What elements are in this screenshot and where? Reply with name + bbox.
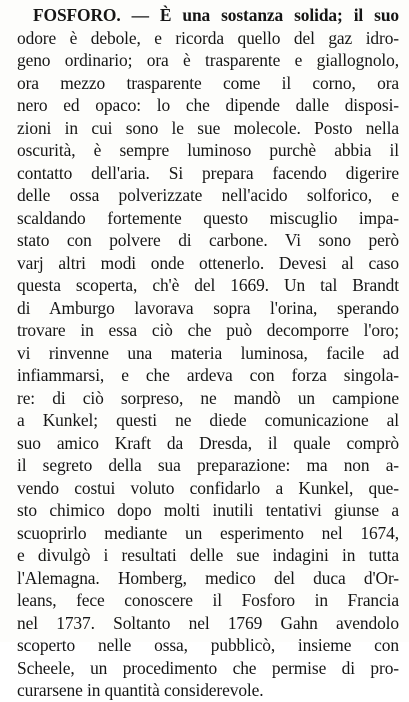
text-line-content: — È una sostanza solida; il suo xyxy=(120,5,399,25)
text-line: curarsene in quantità considerevole. xyxy=(17,680,264,700)
text-line: suo amico Kraft da Dresda, il quale comprò xyxy=(17,432,399,453)
text-line: vendo costui voluto confidarlo a Kunkel, que- xyxy=(17,477,399,498)
text-line: nero ed opaco: lo che dipende dalle disposi- xyxy=(17,95,399,115)
text-line: delle ossa polverizzate nell'acido solforico, e xyxy=(17,185,399,205)
text-line: e divulgò i resultati delle sue indagini in tutta xyxy=(17,545,399,565)
entry-heading: FOSFORO. xyxy=(33,5,121,25)
text-line: re: di ciò sorpreso, ne mandò un campione xyxy=(17,387,399,408)
text-line: varj altri modi onde ottenerlo. Devesi al caso xyxy=(17,252,399,273)
text-line: questa scoperta, ch'è del 1669. Un tal Brandt xyxy=(17,275,399,295)
text-line: scuoprirlo mediante un esperimento nel 1674, xyxy=(17,522,399,543)
text-line: nel 1737. Soltanto nel 1769 Gahn avendolo xyxy=(17,612,399,633)
text-line: vi rinvenne una materia luminosa, facile ad xyxy=(17,342,399,363)
text-line: zioni in cui sono le sue molecole. Posto nella xyxy=(17,117,399,138)
text-line: stato con polvere di carbone. Vi sono però xyxy=(17,230,399,250)
text-line: sto chimico dopo molti inutili tentativi giunse a xyxy=(17,500,399,520)
text-line: contatto dell'aria. Si prepara facendo digerire xyxy=(17,162,399,183)
text-line: l'Alemagna. Homberg, medico del duca d'Or- xyxy=(17,567,399,588)
text-line: trovare in essa ciò che può decomporre l'oro; xyxy=(17,320,399,340)
article-body xyxy=(17,4,399,702)
text-line: leans, fece conoscere il Fosforo in Francia xyxy=(17,590,399,610)
text-line: Scheele, un procedimento che permise di pro- xyxy=(17,657,399,678)
text-line: il segreto della sua preparazione: ma non a- xyxy=(17,455,399,475)
text-line: oscurità, è sempre luminoso purchè abbia il xyxy=(17,140,399,160)
text-line: scaldando fortemente questo miscuglio impa- xyxy=(17,207,399,228)
text-line: di Amburgo lavorava sopra l'orina, sperando xyxy=(17,297,399,318)
text-line: ora mezzo trasparente come il corno, ora xyxy=(17,72,399,93)
text-line: odore è debole, e ricorda quello del gaz idro- xyxy=(17,27,399,48)
text-line: geno ordinario; ora è trasparente e giallognolo, xyxy=(17,50,399,70)
text-line xyxy=(17,4,399,27)
text-line: a Kunkel; questi ne diede comunicazione al xyxy=(17,410,399,430)
text-line: scoperto nelle ossa, pubblicò, insieme con xyxy=(17,635,399,655)
text-line: infiammarsi, e che ardeva con forza singola- xyxy=(17,365,399,385)
